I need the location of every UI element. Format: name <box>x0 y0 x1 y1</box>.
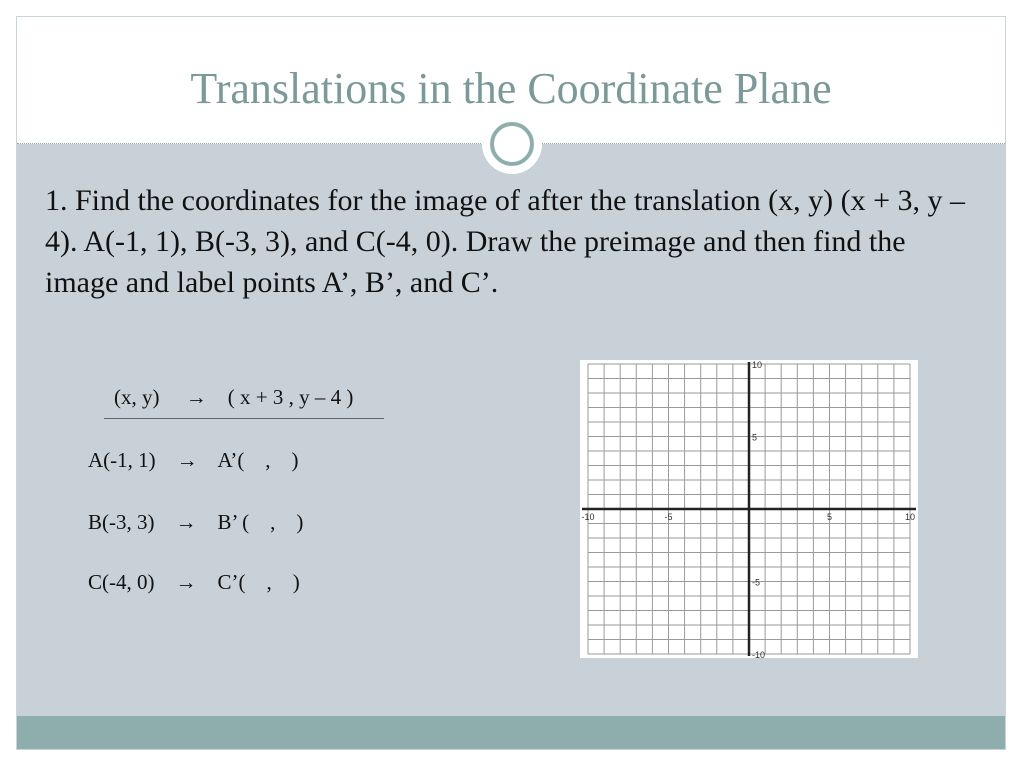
y-tick-label: -10 <box>752 650 766 658</box>
coordinate-grid[interactable] <box>580 360 918 658</box>
x-tick-label: 10 <box>904 512 916 522</box>
x-tick-label: -5 <box>664 512 673 522</box>
mapping-row-b: B(-3, 3) → B’ ( , ) <box>88 510 304 534</box>
x-tick-label: -10 <box>581 512 595 522</box>
x-tick-label: 5 <box>826 512 833 522</box>
footer-band <box>17 716 1005 749</box>
mapping-row-c: C(-4, 0) → C’( , ) <box>88 570 300 594</box>
mapping-row-a: A(-1, 1) → A’( , ) <box>88 448 299 472</box>
y-tick-label: 10 <box>752 360 763 370</box>
y-tick-label: 5 <box>752 432 758 443</box>
grid-svg <box>580 360 918 658</box>
problem-text: 1. Find the coordinates for the image of after the translation (x, y) (x + 3, y – 4). A(-1, 1), B(-3, 3), and C(-4, 0). Draw the preimage and then find the image and label points A’, B’, and C’. <box>45 184 965 299</box>
ring-inner-icon <box>490 122 534 166</box>
slide-title: Translations in the Coordinate Plane <box>190 64 832 113</box>
rule-underline <box>104 418 384 419</box>
translation-rule: (x, y) → ( x + 3 , y – 4 ) <box>114 385 354 409</box>
y-tick-label: -5 <box>752 577 761 588</box>
